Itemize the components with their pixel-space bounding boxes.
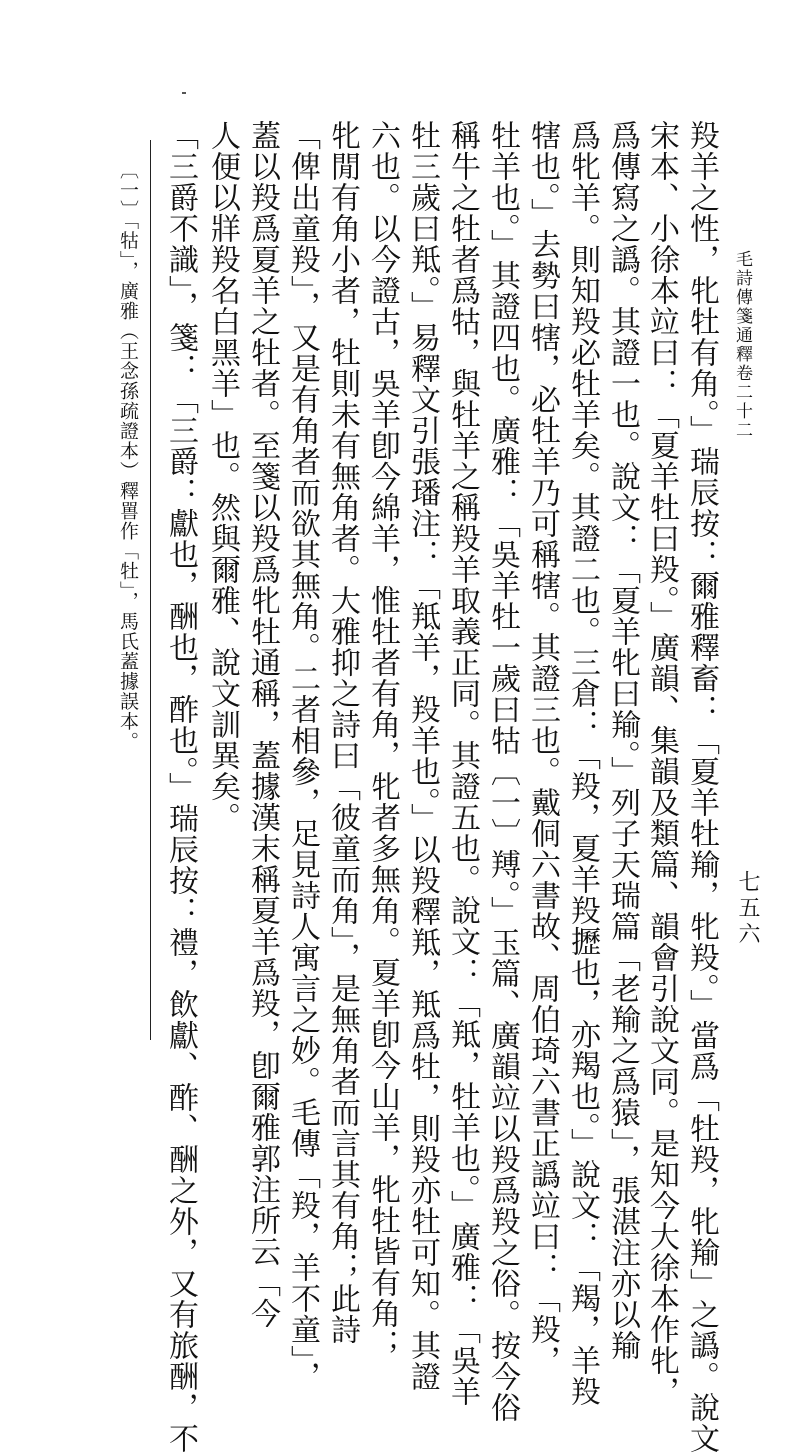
- text-column: 牡三歲曰羝。」易釋文引張璠注：「羝羊，羖羊也。」以羖釋羝，羝爲牡，則羖亦牡可知。其證: [405, 120, 440, 1392]
- page-number: 七五六: [735, 870, 760, 948]
- text-column: 蓋以羖爲夏羊之牡者。至箋以羖爲牝牡通稱，蓋據漢末稱夏羊爲羖，卽爾雅郭注所云「今: [245, 120, 280, 1329]
- footnote: 〔一〕「牯」，廣雅（王念孫疏證本）釋嘼作「牡」，馬氏蓋據誤本。: [117, 160, 139, 752]
- text-column: 犗也。」去勢曰犗，必牡羊乃可稱犗。其證三也。戴侗六書故、周伯琦六書正譌竝曰：「羖，: [525, 120, 560, 1376]
- text-column: 稱牛之牡者爲牯，與牡羊之稱羖羊取義正同。其證五也。說文：「羝，牡羊也。」廣雅：「吳羊: [445, 120, 480, 1407]
- text-column: 人便以牂羖名白黑羊」也。然與爾雅、說文訓異矣。: [205, 120, 240, 833]
- text-column: 宋本、小徐本竝曰：「夏羊牡曰羖。」廣韻、集韻及類篇、韻會引說文同。是知今大徐本作牝，: [644, 120, 679, 1407]
- print-mark: [182, 92, 186, 94]
- text-column: 羖羊之性，牝牡有角。」瑞辰按：爾雅釋畜：「夏羊牡羭，牝羖。」當爲「牡羖，牝羭」之譌。說文: [684, 120, 719, 1454]
- text-column: 牝閒有角小者，牡則未有無角者。大雅抑之詩曰「彼童而角」，是無角者而言其有角；此詩: [325, 120, 360, 1345]
- running-title: 毛詩傳箋通釋卷二十二: [732, 250, 752, 440]
- footnote-divider: [150, 140, 151, 1040]
- text-column: 「俾出童羖」，又是有角者而欲其無角。二者相參，足見詩人寓言之妙。毛傳「羖，羊不童」，: [285, 120, 320, 1392]
- text-column: 爲牝羊。則知羖必牡羊矣。其證二也。三倉：「羖，夏羊羖攊也，亦羯也。」說文：「羯，羊羖: [565, 120, 600, 1407]
- text-column: 「三爵不識」，箋：「三爵：獻也，酬也，酢也。」瑞辰按：禮，飲獻、酢、酬之外，又有旅酬，不: [163, 120, 198, 1454]
- text-column: 爲傳寫之譌。其證一也。說文：「夏羊牝曰羭。」列子天瑞篇「老羭之爲猿」，張湛注亦以羭: [605, 120, 640, 1361]
- text-column: 六也。以今證古，吳羊卽今綿羊，惟牡者有角，牝者多無角。夏羊卽今山羊，牝牡皆有角；: [365, 120, 400, 1360]
- text-column: 牡羊也。」其證四也。廣雅：「吳羊牡一歲曰牯〔一〕䍸。」玉篇、廣韻竝以羖爲羖之俗。按今俗: [485, 120, 520, 1423]
